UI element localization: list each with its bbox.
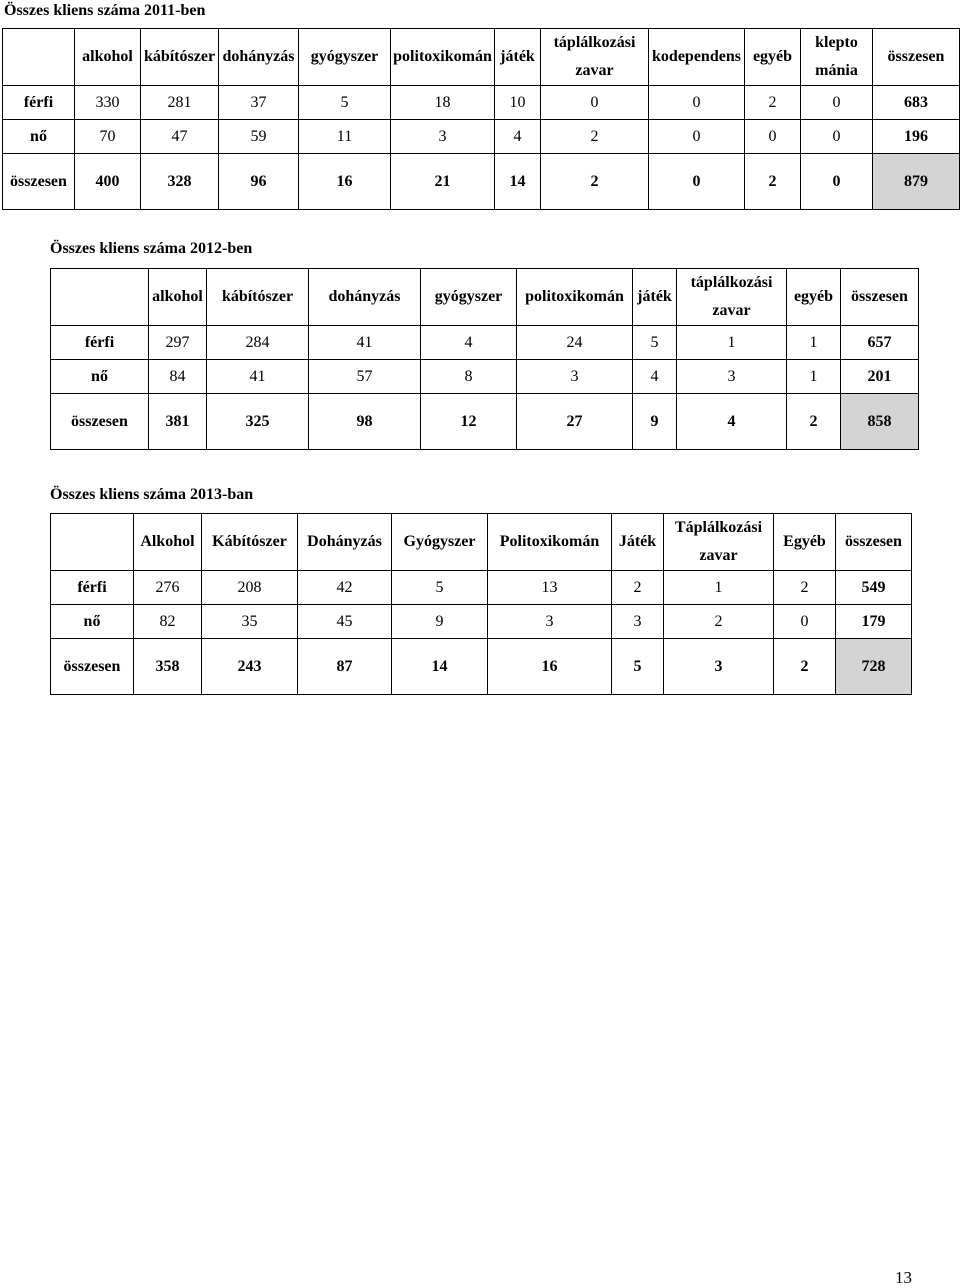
- cell: 400: [75, 154, 141, 210]
- row-total: 201: [841, 360, 919, 394]
- cell: 2: [541, 120, 649, 154]
- cell: 3: [677, 360, 787, 394]
- grand-total: 879: [873, 154, 960, 210]
- cell: 35: [202, 605, 298, 639]
- row-total: 657: [841, 326, 919, 360]
- row-label: nő: [51, 360, 149, 394]
- cell: 16: [299, 154, 391, 210]
- header-jatek: Játék: [612, 514, 664, 571]
- header-gyogyszer: gyógyszer: [299, 29, 391, 86]
- cell: 281: [141, 86, 219, 120]
- cell: 45: [298, 605, 392, 639]
- row-label: férfi: [3, 86, 75, 120]
- table-header-row: [51, 269, 919, 326]
- table-row: [51, 326, 919, 360]
- cell: 14: [392, 639, 488, 695]
- header-dohanyzas: dohányzás: [219, 29, 299, 86]
- row-total: 196: [873, 120, 960, 154]
- header-osszesen: összesen: [841, 269, 919, 326]
- cell: 5: [633, 326, 677, 360]
- header-politoxikoman: Politoxikomán: [488, 514, 612, 571]
- cell: 3: [664, 639, 774, 695]
- cell: 14: [495, 154, 541, 210]
- header-politoxikoman: politoxikomán: [391, 29, 495, 86]
- header-alkohol: alkohol: [75, 29, 141, 86]
- cell: 2: [612, 571, 664, 605]
- cell: 0: [801, 154, 873, 210]
- header-kabitoszer: kábítószer: [207, 269, 309, 326]
- cell: 10: [495, 86, 541, 120]
- table-row: [51, 605, 912, 639]
- cell: 358: [134, 639, 202, 695]
- header-egyeb: egyéb: [745, 29, 801, 86]
- cell: 47: [141, 120, 219, 154]
- header-politoxikoman: politoxikomán: [517, 269, 633, 326]
- cell: 16: [488, 639, 612, 695]
- row-label: nő: [3, 120, 75, 154]
- table-2012-title: Összes kliens száma 2012-ben: [50, 240, 253, 257]
- cell: 5: [299, 86, 391, 120]
- cell: 9: [392, 605, 488, 639]
- table-row-total: [51, 639, 912, 695]
- table-row: [51, 360, 919, 394]
- cell: 2: [787, 394, 841, 450]
- cell: 84: [149, 360, 207, 394]
- cell: 4: [677, 394, 787, 450]
- cell: 27: [517, 394, 633, 450]
- cell: 208: [202, 571, 298, 605]
- page-number: 13: [895, 1268, 912, 1287]
- header-kabitoszer: Kábítószer: [202, 514, 298, 571]
- header-cell-empty: [51, 269, 149, 326]
- cell: 381: [149, 394, 207, 450]
- header-jatek: játék: [495, 29, 541, 86]
- header-taplalkozasi-zavar: táplálkozási zavar: [541, 29, 649, 86]
- table-row: [3, 120, 960, 154]
- header-dohanyzas: dohányzás: [309, 269, 421, 326]
- cell: 2: [541, 154, 649, 210]
- cell: 4: [421, 326, 517, 360]
- row-label: összesen: [3, 154, 75, 210]
- cell: 330: [75, 86, 141, 120]
- cell: 8: [421, 360, 517, 394]
- row-label: összesen: [51, 394, 149, 450]
- cell: 328: [141, 154, 219, 210]
- cell: 2: [774, 639, 836, 695]
- cell: 41: [207, 360, 309, 394]
- cell: 0: [649, 120, 745, 154]
- cell: 1: [787, 360, 841, 394]
- cell: 4: [495, 120, 541, 154]
- header-osszesen: összesen: [873, 29, 960, 86]
- cell: 3: [517, 360, 633, 394]
- row-label: összesen: [51, 639, 134, 695]
- cell: 243: [202, 639, 298, 695]
- table-2013: [50, 513, 912, 695]
- row-total: 179: [836, 605, 912, 639]
- cell: 0: [541, 86, 649, 120]
- header-kodependens: kodependens: [649, 29, 745, 86]
- cell: 9: [633, 394, 677, 450]
- table-row: [51, 571, 912, 605]
- table-row: [3, 86, 960, 120]
- cell: 13: [488, 571, 612, 605]
- header-gyogyszer: Gyógyszer: [392, 514, 488, 571]
- header-dohanyzas: Dohányzás: [298, 514, 392, 571]
- cell: 3: [391, 120, 495, 154]
- table-2013-title: Összes kliens száma 2013-ban: [50, 486, 254, 503]
- cell: 3: [612, 605, 664, 639]
- table-2012: [50, 268, 919, 450]
- header-taplalkozasi-zavar: Táplálkozási zavar: [664, 514, 774, 571]
- cell: 18: [391, 86, 495, 120]
- cell: 1: [787, 326, 841, 360]
- header-alkohol: alkohol: [149, 269, 207, 326]
- cell: 12: [421, 394, 517, 450]
- header-alkohol: Alkohol: [134, 514, 202, 571]
- table-2011-title: Összes kliens száma 2011-ben: [4, 2, 206, 19]
- cell: 37: [219, 86, 299, 120]
- header-klepto-mania: klepto mánia: [801, 29, 873, 86]
- cell: 2: [745, 86, 801, 120]
- cell: 21: [391, 154, 495, 210]
- cell: 0: [801, 120, 873, 154]
- header-egyeb: Egyéb: [774, 514, 836, 571]
- cell: 4: [633, 360, 677, 394]
- cell: 70: [75, 120, 141, 154]
- table-header-row: [3, 29, 960, 86]
- header-egyeb: egyéb: [787, 269, 841, 326]
- table-row-total: [3, 154, 960, 210]
- cell: 2: [774, 571, 836, 605]
- cell: 0: [745, 120, 801, 154]
- grand-total: 728: [836, 639, 912, 695]
- row-total: 683: [873, 86, 960, 120]
- cell: 41: [309, 326, 421, 360]
- header-cell-empty: [3, 29, 75, 86]
- header-gyogyszer: gyógyszer: [421, 269, 517, 326]
- cell: 59: [219, 120, 299, 154]
- cell: 98: [309, 394, 421, 450]
- cell: 1: [677, 326, 787, 360]
- cell: 2: [664, 605, 774, 639]
- row-label: férfi: [51, 326, 149, 360]
- cell: 0: [774, 605, 836, 639]
- row-total: 549: [836, 571, 912, 605]
- cell: 96: [219, 154, 299, 210]
- grand-total: 858: [841, 394, 919, 450]
- header-osszesen: összesen: [836, 514, 912, 571]
- cell: 276: [134, 571, 202, 605]
- row-label: nő: [51, 605, 134, 639]
- cell: 57: [309, 360, 421, 394]
- cell: 0: [649, 86, 745, 120]
- cell: 11: [299, 120, 391, 154]
- cell: 0: [801, 86, 873, 120]
- cell: 284: [207, 326, 309, 360]
- cell: 87: [298, 639, 392, 695]
- cell: 24: [517, 326, 633, 360]
- table-2011: [2, 28, 960, 210]
- header-kabitoszer: kábítószer: [141, 29, 219, 86]
- header-taplalkozasi-zavar: táplálkozási zavar: [677, 269, 787, 326]
- cell: 1: [664, 571, 774, 605]
- table-header-row: [51, 514, 912, 571]
- cell: 5: [612, 639, 664, 695]
- cell: 297: [149, 326, 207, 360]
- cell: 3: [488, 605, 612, 639]
- header-cell-empty: [51, 514, 134, 571]
- cell: 82: [134, 605, 202, 639]
- cell: 325: [207, 394, 309, 450]
- header-jatek: játék: [633, 269, 677, 326]
- cell: 5: [392, 571, 488, 605]
- table-row-total: [51, 394, 919, 450]
- row-label: férfi: [51, 571, 134, 605]
- cell: 0: [649, 154, 745, 210]
- cell: 42: [298, 571, 392, 605]
- cell: 2: [745, 154, 801, 210]
